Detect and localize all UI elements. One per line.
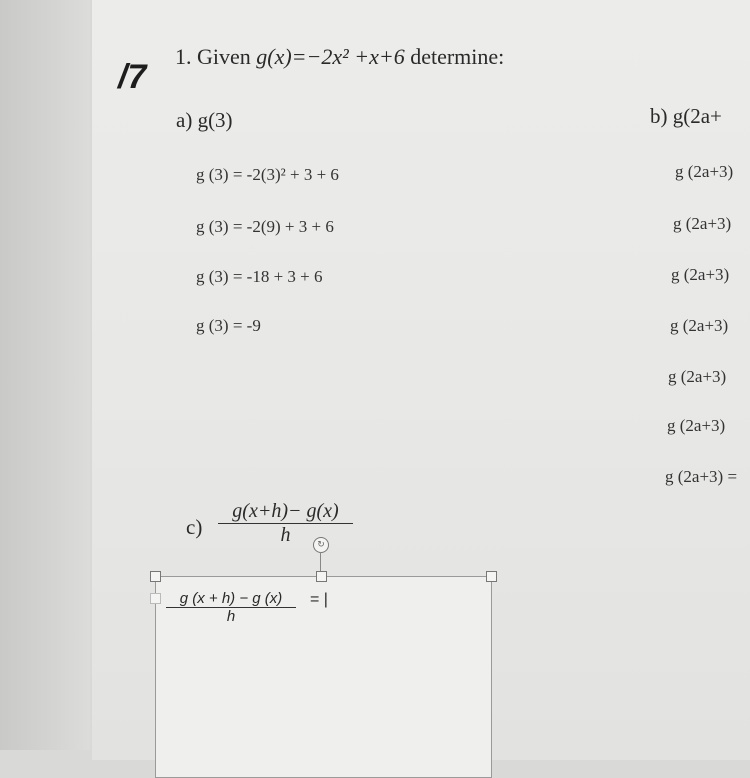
part-b-step-1: g (2a+3) [675,162,734,181]
part-a-step-1: g (3) = -2(3)² + 3 + 6 [196,165,339,184]
question-prefix: 1. Given [175,44,257,69]
rotate-handle-icon[interactable]: ↻ [313,537,329,553]
part-c-fraction [218,500,353,547]
part-c-numerator: g(x+h)− g(x) [218,500,353,524]
editor-denominator[interactable]: h [226,608,236,625]
part-b-step-5: g (2a+3) [668,367,727,386]
part-b-step-7: g (2a+3) = [665,467,738,486]
question-suffix: determine: [404,44,505,69]
part-c-label: c) [186,515,203,539]
background-edge [0,0,90,750]
part-b-step-4: g (2a+3) [670,316,729,335]
part-a-step-4: g (3) = -9 [196,316,261,335]
part-a-step-2: g (3) = -2(9) + 3 + 6 [196,217,334,236]
question-function: g(x)=−2x² +x+6 [256,44,405,69]
part-c-denominator: h [280,524,291,546]
resize-handle-top-left[interactable] [150,571,161,582]
part-b-step-2: g (2a+3) [673,214,732,233]
part-a-step-3: g (3) = -18 + 3 + 6 [196,267,323,286]
part-b-step-6: g (2a+3) [667,416,726,435]
resize-handle-left-marker[interactable] [150,593,161,604]
rotate-handle-stem [320,552,321,572]
resize-handle-top-right[interactable] [486,571,497,582]
editor-fraction[interactable] [166,590,296,625]
editor-equals-cursor[interactable]: = | [310,591,328,608]
part-b-step-3: g (2a+3) [671,265,730,284]
resize-handle-top-center[interactable] [316,571,327,582]
editor-numerator[interactable]: g (x + h) − g (x) [166,590,296,608]
question-title [175,44,504,70]
part-b-label: b) g(2a+ [650,104,722,128]
score-mark: /7 [118,58,147,96]
part-a-label: a) g(3) [176,108,233,132]
